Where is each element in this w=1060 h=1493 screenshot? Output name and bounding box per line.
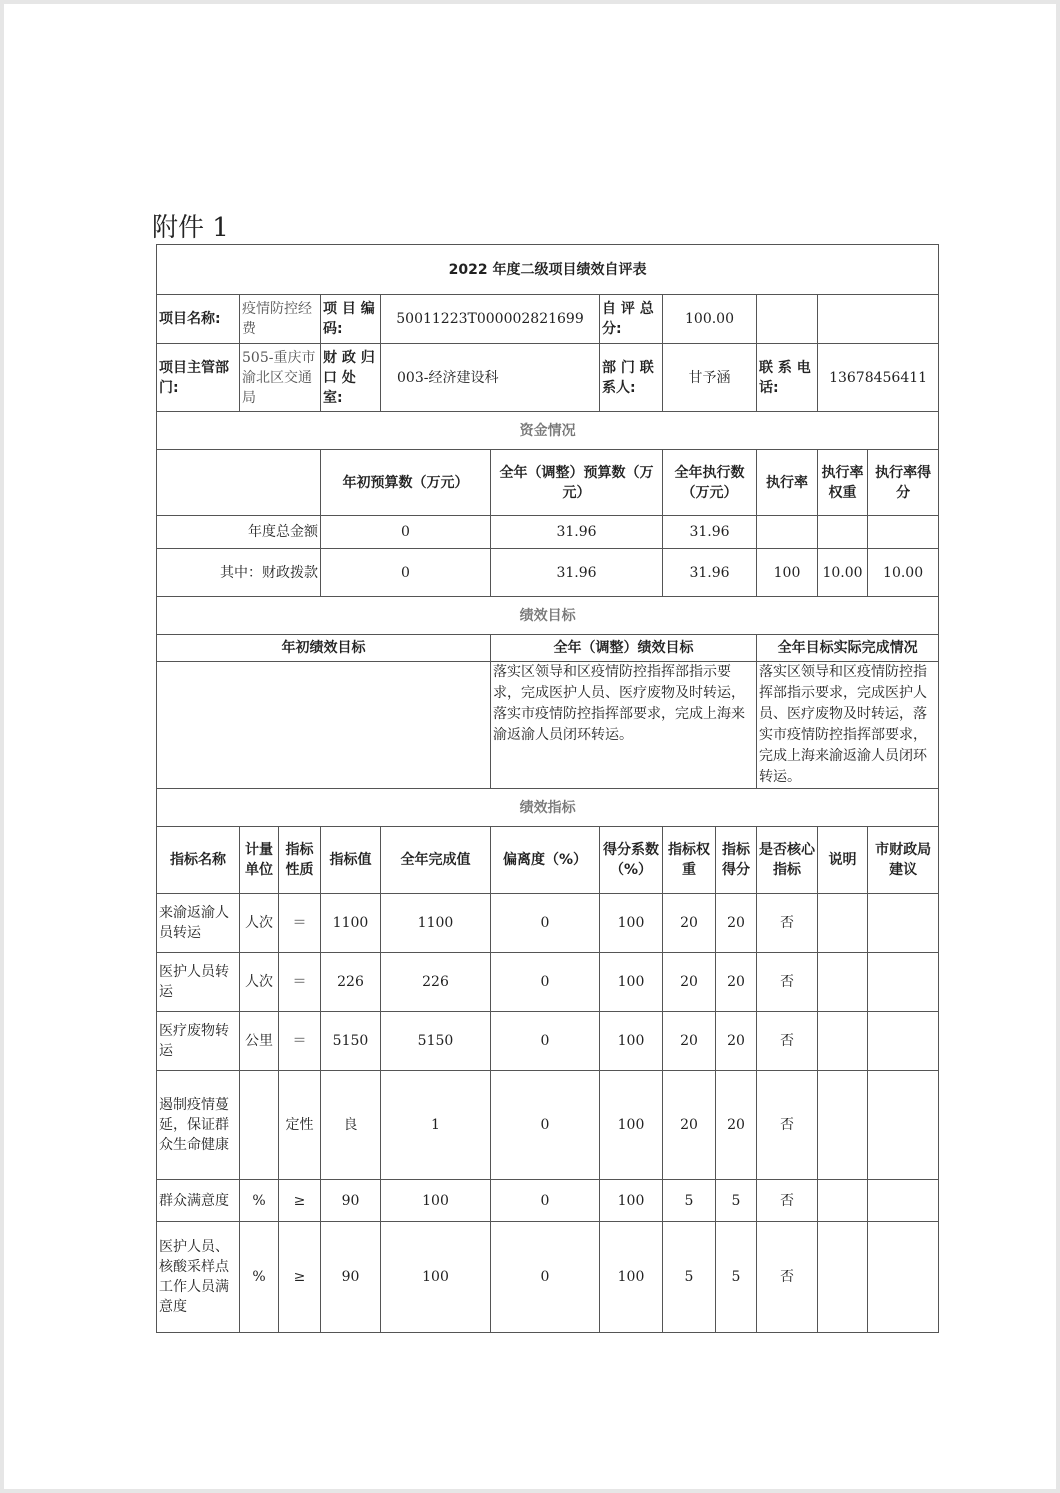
ind-cell: 100: [381, 1180, 491, 1222]
score-value: 100.00: [663, 295, 757, 344]
ind-cell: [868, 1012, 939, 1071]
ind-cell: 20: [663, 894, 716, 953]
ind-cell-name: 医护人员转运: [157, 953, 240, 1012]
phone-value: 13678456411: [818, 344, 939, 412]
ind-header-core: 是否核心指标: [757, 827, 818, 894]
ind-cell: ＝: [279, 953, 321, 1012]
ind-cell: [868, 1222, 939, 1333]
ind-header-score: 指标得分: [716, 827, 757, 894]
funds-cell: 31.96: [663, 516, 757, 549]
finance-office-label: 财 政 归 口 处 室:: [321, 344, 381, 412]
goals-actual-text: 落实区领导和区疫情防控指挥部指示要求，完成医护人员、医疗废物及时转运，落实市疫情防控指挥部要求，完成上海来渝返渝人员闭环转运。: [757, 662, 939, 789]
ind-cell: 100: [600, 1222, 663, 1333]
section-funds-title: 资金情况: [157, 412, 939, 450]
ind-cell: 定性: [279, 1071, 321, 1180]
ind-cell: 否: [757, 1012, 818, 1071]
ind-cell: 100: [600, 1012, 663, 1071]
ind-cell: 100: [600, 1180, 663, 1222]
ind-cell: 1100: [381, 894, 491, 953]
table-row: [157, 1071, 939, 1180]
ind-cell: 5150: [321, 1012, 381, 1071]
ind-header-note: 说明: [818, 827, 868, 894]
ind-cell: 公里: [240, 1012, 279, 1071]
goals-header-actual: 全年目标实际完成情况: [757, 635, 939, 662]
funds-header-rate-score: 执行率得分: [868, 450, 939, 516]
ind-cell: 1100: [321, 894, 381, 953]
ind-cell: 20: [663, 1071, 716, 1180]
project-code: 50011223T000002821699: [381, 295, 600, 344]
section-indicators-title: 绩效指标: [157, 789, 939, 827]
ind-header-target: 指标值: [321, 827, 381, 894]
ind-cell: 90: [321, 1180, 381, 1222]
ind-cell: 人次: [240, 894, 279, 953]
ind-header-suggestion: 市财政局建议: [868, 827, 939, 894]
ind-cell: %: [240, 1180, 279, 1222]
ind-cell: 良: [321, 1071, 381, 1180]
ind-cell: 20: [663, 953, 716, 1012]
ind-cell: 0: [491, 1180, 600, 1222]
funds-header-blank: [157, 450, 321, 516]
funds-cell: 10.00: [818, 549, 868, 597]
goals-initial-text: [157, 662, 491, 789]
ind-cell: 5150: [381, 1012, 491, 1071]
section-goals-title: 绩效目标: [157, 597, 939, 635]
ind-cell: 0: [491, 1222, 600, 1333]
ind-header-weight: 指标权重: [663, 827, 716, 894]
funds-cell: 0: [321, 549, 491, 597]
funds-cell: [757, 516, 818, 549]
ind-cell: 226: [381, 953, 491, 1012]
ind-cell-name: 来渝返渝人员转运: [157, 894, 240, 953]
ind-cell: 100: [381, 1222, 491, 1333]
ind-cell: 100: [600, 953, 663, 1012]
table-row: [157, 894, 939, 953]
funds-cell: 31.96: [491, 516, 663, 549]
document-page: [4, 4, 1056, 1489]
ind-cell-name: 医护人员、核酸采样点工作人员满意度: [157, 1222, 240, 1333]
ind-cell: [818, 1012, 868, 1071]
funds-header-rate: 执行率: [757, 450, 818, 516]
score-label: 自 评 总 分:: [600, 295, 663, 344]
funds-header-rate-weight: 执行率权重: [818, 450, 868, 516]
ind-cell-name: 群众满意度: [157, 1180, 240, 1222]
ind-cell: 20: [716, 1071, 757, 1180]
ind-cell: 否: [757, 1180, 818, 1222]
table-row: [157, 1180, 939, 1222]
ind-cell: 人次: [240, 953, 279, 1012]
ind-cell: 20: [716, 953, 757, 1012]
empty-cell: [818, 295, 939, 344]
ind-cell: 0: [491, 1012, 600, 1071]
self-evaluation-table: [156, 244, 939, 1333]
ind-cell: 否: [757, 1071, 818, 1180]
ind-cell: [868, 1180, 939, 1222]
ind-cell: 5: [663, 1222, 716, 1333]
ind-cell: ＝: [279, 1012, 321, 1071]
contact-label: 部 门 联 系人:: [600, 344, 663, 412]
ind-cell: 否: [757, 894, 818, 953]
funds-cell: [818, 516, 868, 549]
empty-cell: [757, 295, 818, 344]
funds-header-executed: 全年执行数（万元）: [663, 450, 757, 516]
ind-cell: ＝: [279, 894, 321, 953]
project-name-label: 项目名称:: [157, 295, 240, 344]
ind-cell: 226: [321, 953, 381, 1012]
funds-header-initial-budget: 年初预算数（万元）: [321, 450, 491, 516]
ind-cell: 0: [491, 1071, 600, 1180]
ind-cell: [818, 894, 868, 953]
ind-cell: 20: [716, 894, 757, 953]
funds-cell: 10.00: [868, 549, 939, 597]
contact-value: 甘予涵: [663, 344, 757, 412]
goals-adjusted-text: 落实区领导和区疫情防控指挥部指示要求，完成医护人员、医疗废物及时转运，落实市疫情防控指挥部要求，完成上海来渝返渝人员闭环转运。: [491, 662, 757, 789]
ind-header-name: 指标名称: [157, 827, 240, 894]
ind-cell: 0: [491, 894, 600, 953]
ind-cell: 1: [381, 1071, 491, 1180]
ind-header-nature: 指标性质: [279, 827, 321, 894]
ind-cell: 90: [321, 1222, 381, 1333]
funds-header-adjusted-budget: 全年（调整）预算数（万元）: [491, 450, 663, 516]
ind-cell: ≥: [279, 1222, 321, 1333]
dept-value: 505-重庆市渝北区交通局: [240, 344, 321, 412]
attachment-label: 附件 1: [152, 213, 229, 243]
finance-office-value: 003-经济建设科: [381, 344, 600, 412]
ind-cell: [818, 953, 868, 1012]
ind-header-deviation: 偏离度（%）: [491, 827, 600, 894]
table-row: [157, 1012, 939, 1071]
ind-cell: [868, 894, 939, 953]
ind-header-unit: 计量单位: [240, 827, 279, 894]
project-code-label: 项 目 编 码:: [321, 295, 381, 344]
funds-cell: 0: [321, 516, 491, 549]
funds-row-label: 年度总金额: [157, 516, 321, 549]
ind-cell: 100: [600, 1071, 663, 1180]
ind-cell: %: [240, 1222, 279, 1333]
goals-header-adjusted: 全年（调整）绩效目标: [491, 635, 757, 662]
ind-cell-name: 遏制疫情蔓延，保证群众生命健康: [157, 1071, 240, 1180]
ind-cell: ≥: [279, 1180, 321, 1222]
ind-cell: 100: [600, 894, 663, 953]
ind-header-completed: 全年完成值: [381, 827, 491, 894]
project-name: 疫情防控经费: [240, 295, 321, 344]
ind-cell: 5: [716, 1180, 757, 1222]
phone-label: 联 系 电 话:: [757, 344, 818, 412]
goals-header-initial: 年初绩效目标: [157, 635, 491, 662]
table-row: [157, 1222, 939, 1333]
ind-cell: [868, 953, 939, 1012]
funds-cell: 100: [757, 549, 818, 597]
dept-label: 项目主管部门:: [157, 344, 240, 412]
ind-cell: 20: [716, 1012, 757, 1071]
ind-cell: 20: [663, 1012, 716, 1071]
funds-row-label: 其中：财政拨款: [157, 549, 321, 597]
ind-cell: 5: [716, 1222, 757, 1333]
funds-cell: [868, 516, 939, 549]
ind-cell: [818, 1180, 868, 1222]
table-title: 2022 年度二级项目绩效自评表: [157, 245, 939, 295]
ind-cell: [818, 1222, 868, 1333]
ind-cell: 否: [757, 953, 818, 1012]
funds-cell: 31.96: [491, 549, 663, 597]
ind-cell: [818, 1071, 868, 1180]
ind-cell: 否: [757, 1222, 818, 1333]
ind-cell-name: 医疗废物转运: [157, 1012, 240, 1071]
table-row: [157, 953, 939, 1012]
ind-cell: 5: [663, 1180, 716, 1222]
ind-header-coefficient: 得分系数（%）: [600, 827, 663, 894]
funds-cell: 31.96: [663, 549, 757, 597]
ind-cell: [868, 1071, 939, 1180]
ind-cell: 0: [491, 953, 600, 1012]
ind-cell: [240, 1071, 279, 1180]
